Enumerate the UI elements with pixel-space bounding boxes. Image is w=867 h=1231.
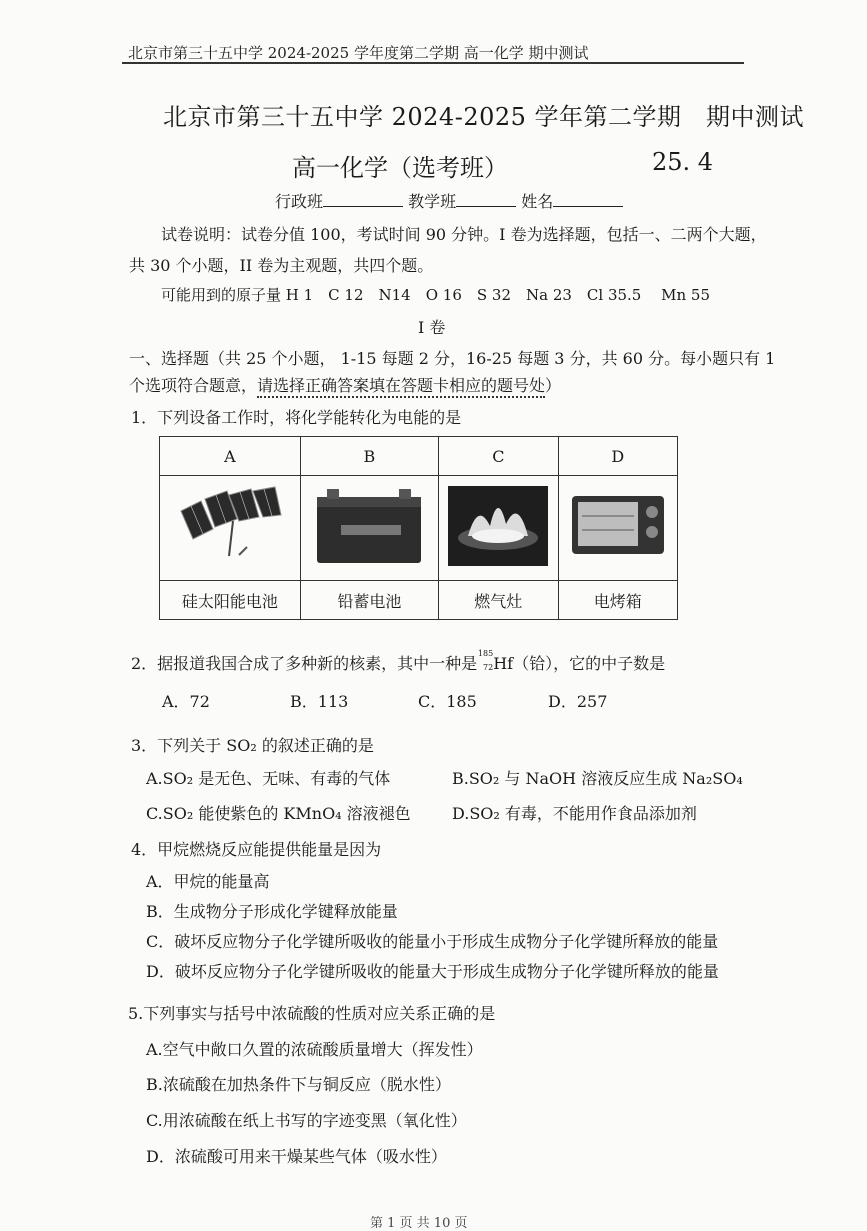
page-header: 北京市第三十五中学 2024-2025 学年度第二学期 高一化学 期中测试	[128, 44, 589, 62]
exam-subtitle: 高一化学（选考班）	[292, 154, 508, 182]
electric-oven-image	[568, 486, 668, 566]
q1-options-table	[159, 436, 678, 620]
q1-stem: 1．下列设备工作时，将化学能转化为电能的是	[131, 408, 462, 427]
q1-label-a: 硅太阳能电池	[160, 581, 301, 620]
q5-option-b: B.浓硫酸在加热条件下与铜反应（脱水性）	[146, 1075, 451, 1094]
instructions-line-1: 试卷说明：试卷分值 100，考试时间 90 分钟。I 卷为选择题，包括一、二两个大题，	[161, 225, 767, 244]
section1-line-2: 个选项符合题意，请选择正确答案填在答题卡相应的题号处）	[129, 373, 561, 396]
q4-option-a: A．甲烷的能量高	[146, 872, 270, 891]
class-teach-label: 教学班	[408, 192, 457, 211]
page-footer: 第 1 页 共 10 页	[370, 1216, 468, 1231]
q1-header-d: D	[558, 437, 677, 476]
exam-title: 北京市第三十五中学 2024-2025 学年第二学期 期中测试	[163, 103, 805, 131]
name-label: 姓名	[521, 192, 554, 211]
q1-image-c	[439, 476, 558, 581]
class-admin-blank[interactable]	[323, 192, 403, 207]
q3-stem: 3．下列关于 SO₂ 的叙述正确的是	[131, 736, 374, 755]
q1-header-c: C	[439, 437, 558, 476]
q4-option-c: C．破坏反应物分子化学键所吸收的能量小于形成生成物分子化学键所释放的能量	[146, 932, 719, 951]
q3-option-d: D.SO₂ 有毒，不能用作食品添加剂	[452, 804, 697, 823]
q1-label-c: 燃气灶	[439, 581, 558, 620]
section1-line-1: 一、选择题（共 25 个小题， 1-15 每题 2 分，16-25 每题 3 分，共 60 分。每小题只有 1	[129, 349, 776, 368]
header-divider	[122, 62, 744, 64]
student-info-line	[275, 189, 623, 212]
q2-option-a: A．72	[162, 692, 210, 711]
q2-option-b: B．113	[290, 692, 349, 711]
q1-header-b: B	[300, 437, 438, 476]
q1-header-a: A	[160, 437, 301, 476]
q1-image-a	[160, 476, 301, 581]
q1-image-d	[558, 476, 677, 581]
q1-label-d: 电烤箱	[558, 581, 677, 620]
q5-option-a: A.空气中敞口久置的浓硫酸质量增大（挥发性）	[146, 1040, 483, 1059]
q2-option-c: C．185	[418, 692, 477, 711]
part-title: I 卷	[418, 318, 446, 337]
instructions-line-2: 共 30 个小题，II 卷为主观题，共四个题。	[129, 256, 434, 275]
answer-instruction-emphasis: 请选择正确答案填在答题卡相应的题号处	[257, 376, 545, 398]
q4-stem: 4．甲烷燃烧反应能提供能量是因为	[131, 840, 382, 859]
q2-stem: 2．据报道我国合成了多种新的核素，其中一种是 185 72 Hf（铪），它的中子数是	[131, 649, 666, 673]
q2-option-d: D．257	[548, 692, 608, 711]
q1-image-b	[300, 476, 438, 581]
gas-stove-image	[448, 486, 548, 566]
atomic-mass-line: 可能用到的原子量 H 1 C 12 N14 O 16 S 32 Na 23 Cl 35.5 Mn 55	[161, 286, 710, 304]
q1-label-b: 铅蓄电池	[300, 581, 438, 620]
q4-option-d: D．破坏反应物分子化学键所吸收的能量大于形成生成物分子化学键所释放的能量	[146, 962, 719, 981]
q3-option-a: A.SO₂ 是无色、无味、有毒的气体	[146, 769, 391, 788]
class-teach-blank[interactable]	[456, 192, 516, 207]
solar-panel-image	[171, 481, 289, 571]
q5-stem: 5.下列事实与括号中浓硫酸的性质对应关系正确的是	[128, 1004, 496, 1023]
exam-date: 25. 4	[652, 148, 714, 176]
nuclide-notation: 185 72	[477, 649, 494, 672]
name-blank[interactable]	[553, 192, 623, 207]
lead-acid-battery-image	[311, 481, 427, 571]
q5-option-c: C.用浓硫酸在纸上书写的字迹变黑（氧化性）	[146, 1111, 467, 1130]
class-admin-label: 行政班	[275, 192, 324, 211]
q4-option-b: B．生成物分子形成化学键释放能量	[146, 902, 398, 921]
q5-option-d: D．浓硫酸可用来干燥某些气体（吸水性）	[146, 1147, 447, 1166]
q3-option-b: B.SO₂ 与 NaOH 溶液反应生成 Na₂SO₄	[452, 769, 743, 788]
q3-option-c: C.SO₂ 能使紫色的 KMnO₄ 溶液褪色	[146, 804, 411, 823]
